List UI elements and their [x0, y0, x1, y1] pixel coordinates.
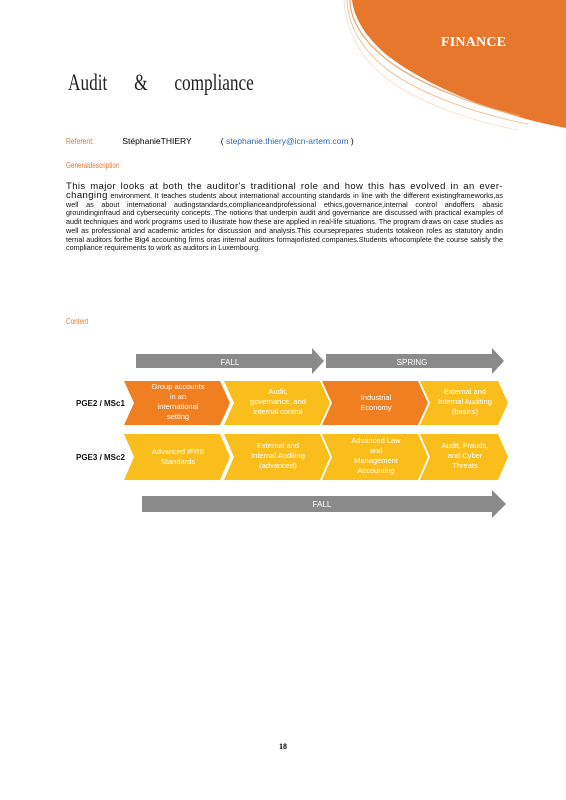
referent-open-paren: ( [220, 136, 224, 146]
cell-text: Management [354, 456, 398, 465]
cell-text: Audit, Frauds, [441, 441, 489, 450]
referent-email-link[interactable]: stephanie.thiery@icn-artem.com [225, 136, 349, 146]
cell-text: governance, and [250, 397, 306, 406]
orange-corner-decoration [0, 0, 566, 130]
cell-text: (basics) [451, 407, 479, 416]
cell-text: Audit, [268, 387, 288, 396]
content-heading: Content [66, 316, 89, 326]
page-title: Audit & compliance [68, 70, 254, 95]
cell-text: and [369, 446, 383, 455]
curriculum-diagram [72, 348, 512, 518]
cell-text: Advanced Law [351, 436, 401, 445]
referent-label: Referent: [66, 136, 94, 146]
bottom-fall-arrow-label: FALL [312, 500, 332, 509]
cell-text: External and [443, 387, 487, 396]
referent-line [66, 136, 354, 146]
cell-text: External and [256, 441, 300, 450]
referent-close-paren: ) [350, 136, 354, 146]
cell-text: Internal Auditing [438, 397, 492, 406]
cell-text: international [157, 402, 199, 411]
cell-text: Internal Auditing [251, 451, 305, 460]
cell-text: Industrial [360, 393, 392, 402]
row-label-pge3: PGE3 / MSc2 [76, 453, 125, 462]
cell-text: Threats [452, 461, 478, 470]
cell-text: in an [169, 392, 187, 401]
cell-text: (advanced) [259, 461, 297, 470]
section-label: FINANCE [441, 35, 507, 50]
description-body: environment. It teaches students about international accounting standards in line with the different existingframeworks,as well as about international audingstandards,complianceandprofessional ethics,governance,internal control andoffers abasic groundinginfraud and cybersecurity concepts. The notions that underpin audit and governance are discussed with practical examples of audit techniques and work programs used to illustrate how these are applied in real-life situations. The program draws on case studies as well as professional and academic articles for discussion and analysis.This courseprepares students totakeon roles as statutory andin ternal auditors forthe Big4 accounting firms oras internal auditors formajorlisted companies.Students whocomplete the course satisfy the compliance requirements to work as auditors in Luxembourg. [66, 190, 503, 253]
cell-text: Accounting [357, 466, 395, 475]
cell-text: Economy [360, 403, 392, 412]
row-label-pge2: PGE2 / MSc1 [76, 399, 125, 408]
cell-text: and Cyber [447, 451, 483, 460]
page-number: 18 [279, 742, 287, 751]
cell-text: Advanced IFRS [151, 447, 205, 456]
fall-arrow-label: FALL [220, 358, 240, 367]
cell-text: setting [166, 412, 190, 421]
spring-arrow-label: SPRING [396, 358, 428, 367]
cell-text: Group accounts [151, 382, 205, 391]
general-description-heading: Generaldescription [66, 160, 120, 170]
cell-text: Standards [160, 457, 196, 466]
referent-name: StéphanieTHIERY [122, 136, 192, 146]
description-lead: This major looks at both the auditor's traditional role and how this has evolved in an ever-changing [66, 181, 503, 201]
cell-text: internal control [253, 407, 303, 416]
description-paragraph [66, 183, 503, 253]
